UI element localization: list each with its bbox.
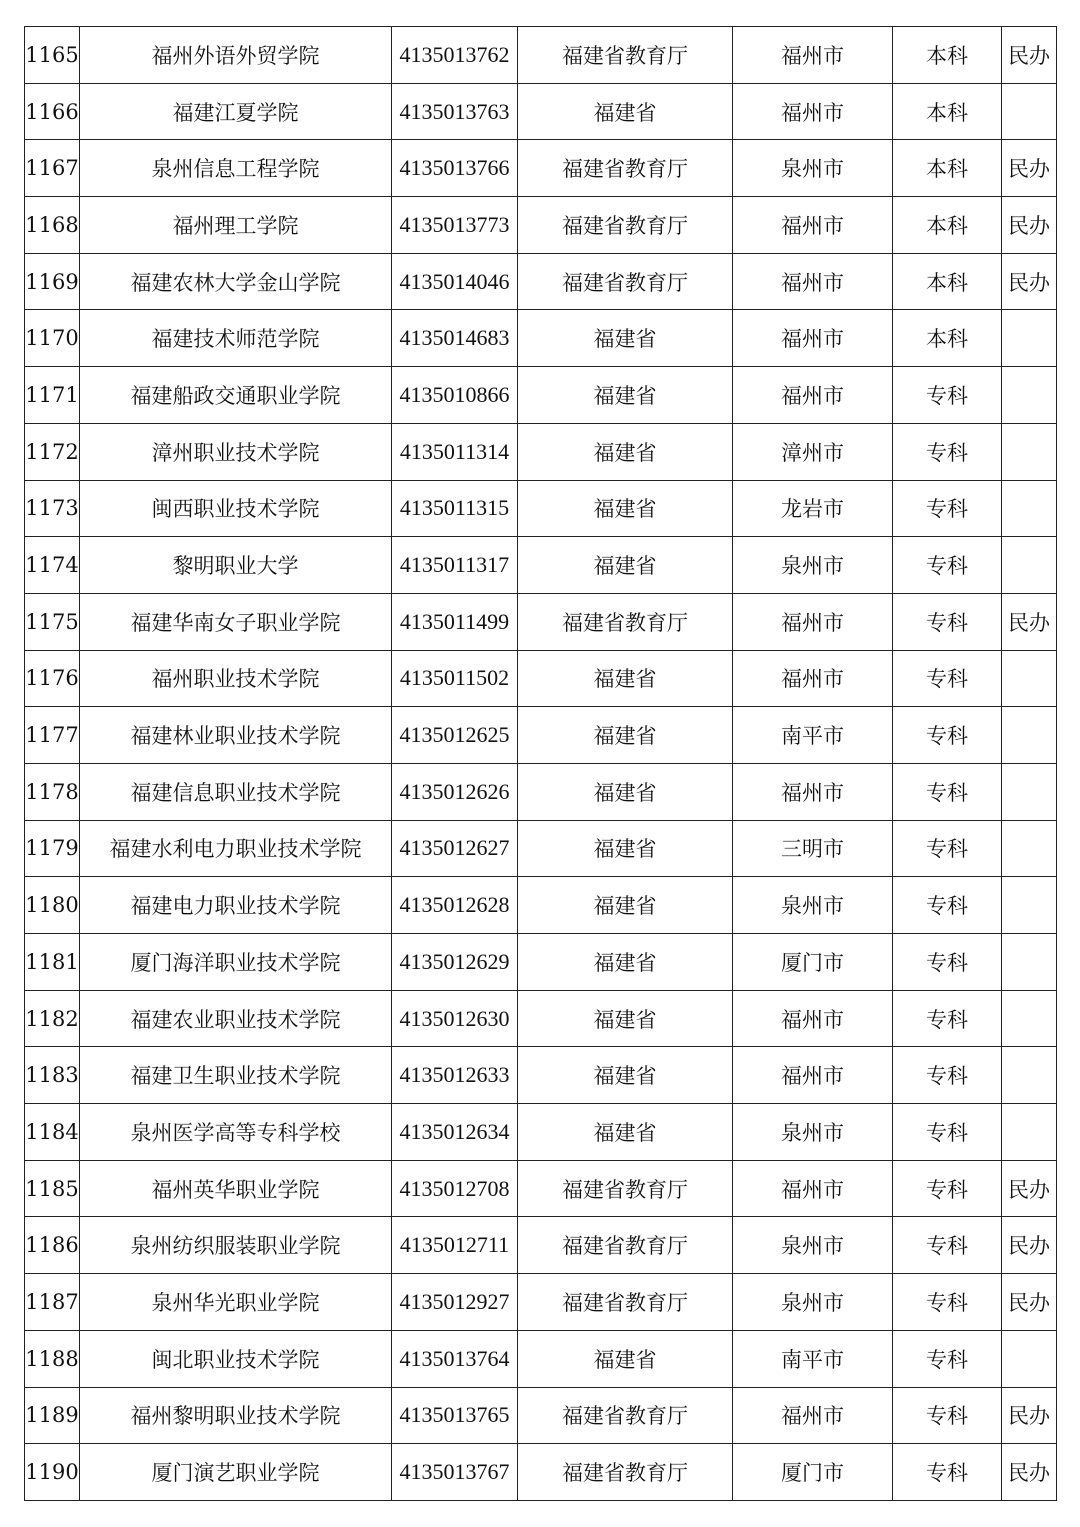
level-cell: 专科 [893, 1160, 1002, 1217]
level-cell: 专科 [893, 1444, 1002, 1501]
table-row [25, 310, 1057, 367]
authority-cell: 福建省教育厅 [518, 1444, 733, 1501]
level-cell: 专科 [893, 1274, 1002, 1331]
note-cell [1002, 1047, 1057, 1104]
authority-cell: 福建省 [518, 83, 733, 140]
table-row [25, 367, 1057, 424]
authority-cell: 福建省 [518, 820, 733, 877]
row-number-cell: 1183 [25, 1047, 80, 1104]
authority-cell: 福建省教育厅 [518, 140, 733, 197]
note-cell: 民办 [1002, 1444, 1057, 1501]
note-cell: 民办 [1002, 1217, 1057, 1274]
city-cell: 福州市 [733, 83, 893, 140]
authority-cell: 福建省 [518, 1047, 733, 1104]
city-cell: 福州市 [733, 197, 893, 254]
school-code-cell: 4135011502 [392, 650, 518, 707]
school-code-cell: 4135013763 [392, 83, 518, 140]
school-code-cell: 4135013767 [392, 1444, 518, 1501]
table-row [25, 253, 1057, 310]
school-name-cell: 福建船政交通职业学院 [80, 367, 392, 424]
city-cell: 福州市 [733, 367, 893, 424]
level-cell: 专科 [893, 1217, 1002, 1274]
authority-cell: 福建省 [518, 763, 733, 820]
table-row [25, 990, 1057, 1047]
row-number-cell: 1166 [25, 83, 80, 140]
city-cell: 泉州市 [733, 1104, 893, 1161]
level-cell: 专科 [893, 763, 1002, 820]
table-row [25, 934, 1057, 991]
note-cell [1002, 310, 1057, 367]
note-cell [1002, 1330, 1057, 1387]
note-cell [1002, 707, 1057, 764]
school-name-cell: 福建信息职业技术学院 [80, 763, 392, 820]
row-number-cell: 1165 [25, 27, 80, 84]
note-cell [1002, 537, 1057, 594]
school-code-cell: 4135012629 [392, 934, 518, 991]
table-row [25, 423, 1057, 480]
row-number-cell: 1178 [25, 763, 80, 820]
row-number-cell: 1187 [25, 1274, 80, 1331]
city-cell: 福州市 [733, 650, 893, 707]
table-row [25, 1047, 1057, 1104]
note-cell: 民办 [1002, 253, 1057, 310]
level-cell: 专科 [893, 1104, 1002, 1161]
row-number-cell: 1171 [25, 367, 80, 424]
level-cell: 专科 [893, 990, 1002, 1047]
table-row [25, 537, 1057, 594]
school-name-cell: 泉州信息工程学院 [80, 140, 392, 197]
note-cell [1002, 1104, 1057, 1161]
city-cell: 福州市 [733, 990, 893, 1047]
school-name-cell: 泉州医学高等专科学校 [80, 1104, 392, 1161]
authority-cell: 福建省教育厅 [518, 197, 733, 254]
table-row [25, 707, 1057, 764]
school-code-cell: 4135014046 [392, 253, 518, 310]
school-name-cell: 福建技术师范学院 [80, 310, 392, 367]
school-name-cell: 福建水利电力职业技术学院 [80, 820, 392, 877]
school-name-cell: 泉州华光职业学院 [80, 1274, 392, 1331]
school-code-cell: 4135012633 [392, 1047, 518, 1104]
row-number-cell: 1185 [25, 1160, 80, 1217]
level-cell: 本科 [893, 27, 1002, 84]
city-cell: 厦门市 [733, 934, 893, 991]
city-cell: 福州市 [733, 593, 893, 650]
level-cell: 专科 [893, 537, 1002, 594]
note-cell: 民办 [1002, 1274, 1057, 1331]
school-name-cell: 厦门海洋职业技术学院 [80, 934, 392, 991]
city-cell: 福州市 [733, 1160, 893, 1217]
school-name-cell: 黎明职业大学 [80, 537, 392, 594]
row-number-cell: 1167 [25, 140, 80, 197]
row-number-cell: 1172 [25, 423, 80, 480]
table-row [25, 480, 1057, 537]
level-cell: 专科 [893, 650, 1002, 707]
level-cell: 专科 [893, 367, 1002, 424]
authority-cell: 福建省 [518, 423, 733, 480]
school-code-cell: 4135012634 [392, 1104, 518, 1161]
school-code-cell: 4135013764 [392, 1330, 518, 1387]
table-row [25, 140, 1057, 197]
city-cell: 福州市 [733, 1387, 893, 1444]
note-cell: 民办 [1002, 197, 1057, 254]
table-row [25, 1387, 1057, 1444]
table-body [25, 27, 1057, 1501]
row-number-cell: 1174 [25, 537, 80, 594]
authority-cell: 福建省 [518, 934, 733, 991]
city-cell: 泉州市 [733, 140, 893, 197]
note-cell [1002, 934, 1057, 991]
row-number-cell: 1182 [25, 990, 80, 1047]
note-cell [1002, 480, 1057, 537]
city-cell: 福州市 [733, 27, 893, 84]
school-code-cell: 4135010866 [392, 367, 518, 424]
school-code-cell: 4135012626 [392, 763, 518, 820]
row-number-cell: 1184 [25, 1104, 80, 1161]
school-code-cell: 4135013765 [392, 1387, 518, 1444]
level-cell: 专科 [893, 1047, 1002, 1104]
school-code-cell: 4135012625 [392, 707, 518, 764]
table-row [25, 593, 1057, 650]
level-cell: 本科 [893, 140, 1002, 197]
row-number-cell: 1186 [25, 1217, 80, 1274]
city-cell: 泉州市 [733, 1217, 893, 1274]
note-cell: 民办 [1002, 140, 1057, 197]
level-cell: 本科 [893, 310, 1002, 367]
note-cell: 民办 [1002, 1387, 1057, 1444]
level-cell: 本科 [893, 253, 1002, 310]
authority-cell: 福建省教育厅 [518, 593, 733, 650]
school-code-cell: 4135012630 [392, 990, 518, 1047]
note-cell [1002, 423, 1057, 480]
note-cell [1002, 763, 1057, 820]
school-name-cell: 闽北职业技术学院 [80, 1330, 392, 1387]
level-cell: 本科 [893, 83, 1002, 140]
row-number-cell: 1181 [25, 934, 80, 991]
school-code-cell: 4135011314 [392, 423, 518, 480]
school-code-cell: 4135012627 [392, 820, 518, 877]
authority-cell: 福建省教育厅 [518, 1160, 733, 1217]
row-number-cell: 1170 [25, 310, 80, 367]
school-name-cell: 福建卫生职业技术学院 [80, 1047, 392, 1104]
school-name-cell: 福州理工学院 [80, 197, 392, 254]
table-row [25, 83, 1057, 140]
note-cell: 民办 [1002, 27, 1057, 84]
authority-cell: 福建省 [518, 650, 733, 707]
school-name-cell: 漳州职业技术学院 [80, 423, 392, 480]
school-name-cell: 福建江夏学院 [80, 83, 392, 140]
table-row [25, 1330, 1057, 1387]
row-number-cell: 1189 [25, 1387, 80, 1444]
row-number-cell: 1179 [25, 820, 80, 877]
table-row [25, 820, 1057, 877]
authority-cell: 福建省 [518, 707, 733, 764]
note-cell [1002, 877, 1057, 934]
table-row [25, 877, 1057, 934]
level-cell: 专科 [893, 820, 1002, 877]
school-code-cell: 4135012708 [392, 1160, 518, 1217]
city-cell: 泉州市 [733, 1274, 893, 1331]
table-row [25, 1104, 1057, 1161]
school-code-cell: 4135013773 [392, 197, 518, 254]
school-code-cell: 4135011317 [392, 537, 518, 594]
school-name-cell: 福州英华职业学院 [80, 1160, 392, 1217]
row-number-cell: 1168 [25, 197, 80, 254]
school-name-cell: 福州职业技术学院 [80, 650, 392, 707]
city-cell: 南平市 [733, 707, 893, 764]
school-code-cell: 4135011499 [392, 593, 518, 650]
row-number-cell: 1188 [25, 1330, 80, 1387]
note-cell [1002, 990, 1057, 1047]
table-row [25, 763, 1057, 820]
school-code-cell: 4135012711 [392, 1217, 518, 1274]
level-cell: 专科 [893, 877, 1002, 934]
row-number-cell: 1180 [25, 877, 80, 934]
authority-cell: 福建省 [518, 310, 733, 367]
row-number-cell: 1176 [25, 650, 80, 707]
table-row [25, 1274, 1057, 1331]
table-row [25, 1444, 1057, 1501]
school-code-cell: 4135013766 [392, 140, 518, 197]
level-cell: 专科 [893, 480, 1002, 537]
school-name-cell: 福建林业职业技术学院 [80, 707, 392, 764]
school-name-cell: 福建华南女子职业学院 [80, 593, 392, 650]
level-cell: 专科 [893, 934, 1002, 991]
note-cell [1002, 820, 1057, 877]
note-cell: 民办 [1002, 1160, 1057, 1217]
city-cell: 福州市 [733, 253, 893, 310]
school-name-cell: 福建农业职业技术学院 [80, 990, 392, 1047]
authority-cell: 福建省 [518, 877, 733, 934]
school-name-cell: 福州黎明职业技术学院 [80, 1387, 392, 1444]
table-row [25, 27, 1057, 84]
row-number-cell: 1177 [25, 707, 80, 764]
city-cell: 漳州市 [733, 423, 893, 480]
table-row [25, 197, 1057, 254]
school-name-cell: 厦门演艺职业学院 [80, 1444, 392, 1501]
authority-cell: 福建省 [518, 1330, 733, 1387]
row-number-cell: 1175 [25, 593, 80, 650]
table-row [25, 1160, 1057, 1217]
school-code-cell: 4135012628 [392, 877, 518, 934]
city-cell: 福州市 [733, 310, 893, 367]
row-number-cell: 1173 [25, 480, 80, 537]
city-cell: 福州市 [733, 763, 893, 820]
city-cell: 泉州市 [733, 877, 893, 934]
row-number-cell: 1190 [25, 1444, 80, 1501]
authority-cell: 福建省教育厅 [518, 1217, 733, 1274]
level-cell: 本科 [893, 197, 1002, 254]
school-name-cell: 福州外语外贸学院 [80, 27, 392, 84]
note-cell [1002, 83, 1057, 140]
school-code-cell: 4135012927 [392, 1274, 518, 1331]
city-cell: 泉州市 [733, 537, 893, 594]
authority-cell: 福建省 [518, 537, 733, 594]
table-row [25, 1217, 1057, 1274]
school-code-cell: 4135014683 [392, 310, 518, 367]
school-code-cell: 4135013762 [392, 27, 518, 84]
level-cell: 专科 [893, 707, 1002, 764]
authority-cell: 福建省 [518, 990, 733, 1047]
school-code-cell: 4135011315 [392, 480, 518, 537]
row-number-cell: 1169 [25, 253, 80, 310]
level-cell: 专科 [893, 1387, 1002, 1444]
level-cell: 专科 [893, 1330, 1002, 1387]
authority-cell: 福建省教育厅 [518, 1387, 733, 1444]
school-name-cell: 福建电力职业技术学院 [80, 877, 392, 934]
authority-cell: 福建省教育厅 [518, 27, 733, 84]
authority-cell: 福建省 [518, 1104, 733, 1161]
note-cell [1002, 650, 1057, 707]
school-list-table [24, 26, 1057, 1501]
table-row [25, 650, 1057, 707]
note-cell [1002, 367, 1057, 424]
city-cell: 三明市 [733, 820, 893, 877]
authority-cell: 福建省教育厅 [518, 1274, 733, 1331]
school-name-cell: 闽西职业技术学院 [80, 480, 392, 537]
city-cell: 福州市 [733, 1047, 893, 1104]
school-name-cell: 泉州纺织服装职业学院 [80, 1217, 392, 1274]
city-cell: 厦门市 [733, 1444, 893, 1501]
city-cell: 南平市 [733, 1330, 893, 1387]
level-cell: 专科 [893, 423, 1002, 480]
school-name-cell: 福建农林大学金山学院 [80, 253, 392, 310]
level-cell: 专科 [893, 593, 1002, 650]
authority-cell: 福建省 [518, 367, 733, 424]
city-cell: 龙岩市 [733, 480, 893, 537]
authority-cell: 福建省教育厅 [518, 253, 733, 310]
note-cell: 民办 [1002, 593, 1057, 650]
authority-cell: 福建省 [518, 480, 733, 537]
